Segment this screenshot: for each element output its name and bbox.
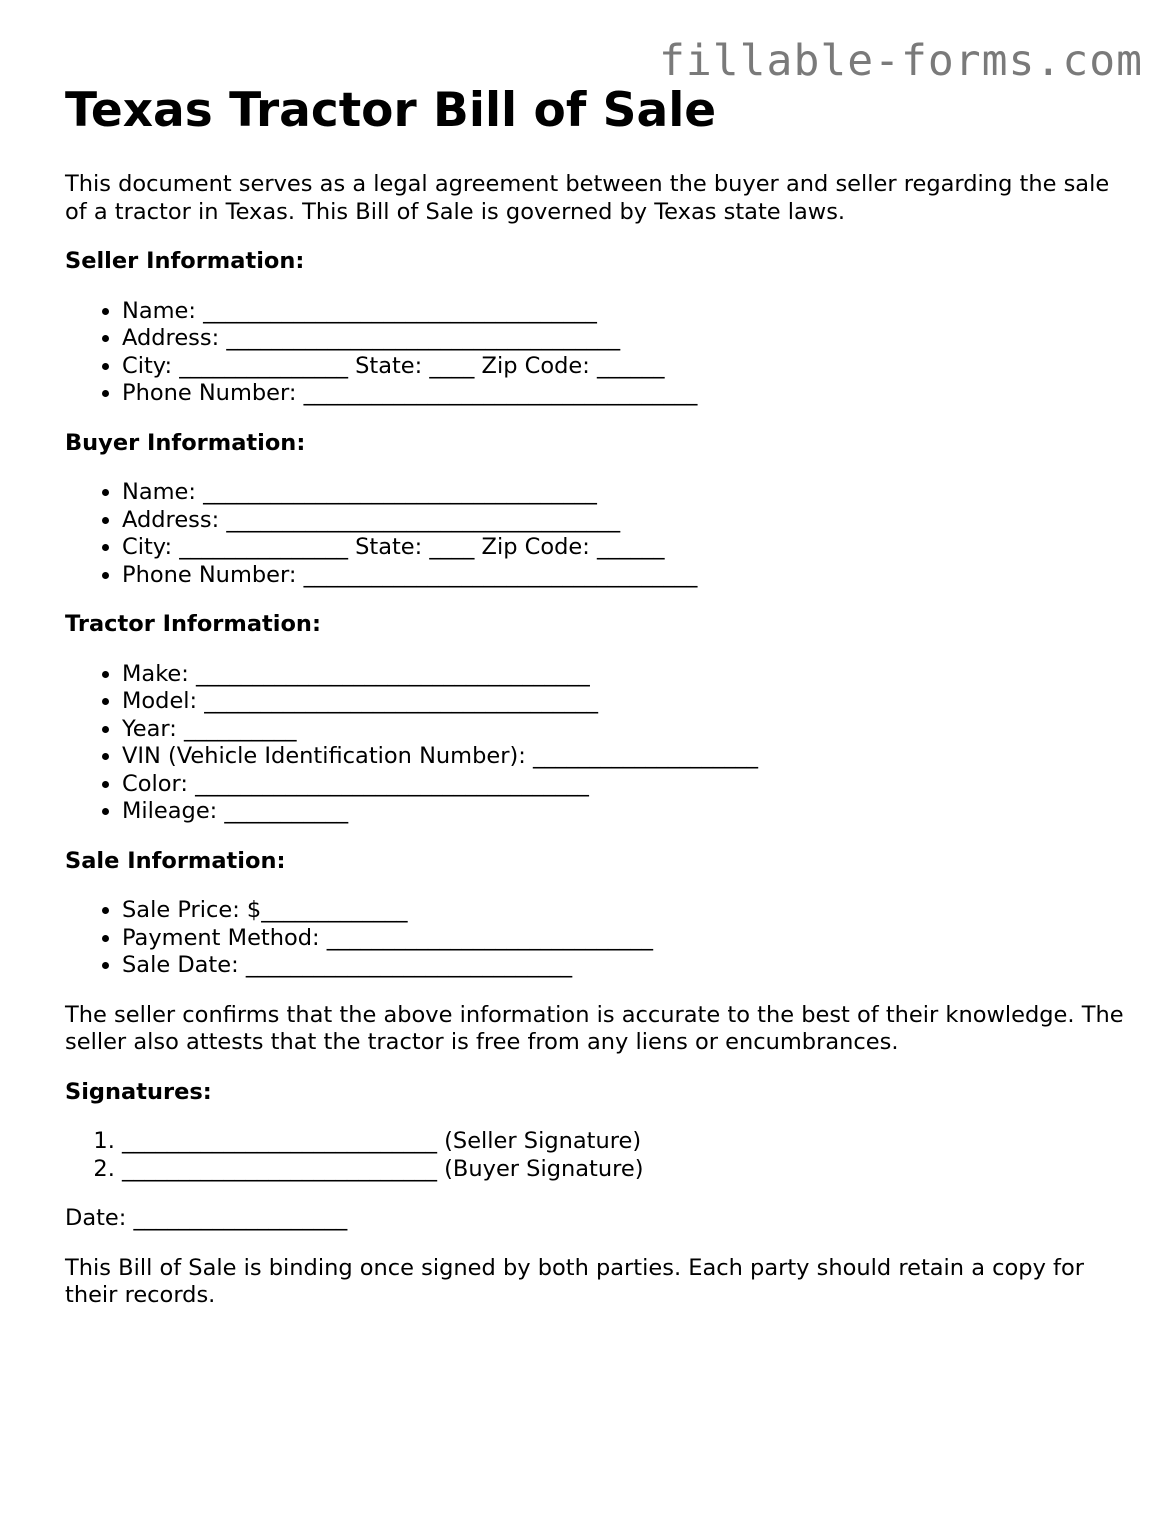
payment-method-field[interactable]: • Payment Method: _____________________________ [122,925,1125,953]
buyer-signature-line[interactable]: 2. ____________________________ (Buyer Signature) [122,1156,1125,1184]
seller-name-field[interactable]: • Name: ___________________________________ [122,298,1125,326]
seller-city-state-zip-field[interactable]: • City: _______________ State: ____ Zip Code: ______ [122,353,1125,381]
signatures-heading: Signatures: [65,1078,212,1105]
seller-heading: Seller Information: [65,248,305,274]
seller-phone-field[interactable]: • Phone Number: ___________________________________ [122,380,1125,408]
signature-list [65,1128,1125,1183]
tractor-model-field[interactable]: • Model: ___________________________________ [122,688,1125,716]
tractor-field-list [65,661,1125,826]
seller-signature-line[interactable]: 1. ____________________________ (Seller Signature) [122,1128,1125,1156]
page-title: Texas Tractor Bill of Sale [65,83,717,138]
buyer-phone-field[interactable]: • Phone Number: ___________________________________ [122,562,1125,590]
tractor-heading: Tractor Information: [65,611,321,637]
sale-field-list [65,897,1125,980]
buyer-field-list [65,479,1125,589]
tractor-mileage-field[interactable]: • Mileage: ___________ [122,798,1125,826]
sale-price-field[interactable]: • Sale Price: $_____________ [122,897,1125,925]
tractor-color-field[interactable]: • Color: ___________________________________ [122,771,1125,799]
buyer-heading: Buyer Information: [65,429,306,456]
buyer-address-field[interactable]: • Address: ___________________________________ [122,507,1125,535]
document-body [65,80,1125,1310]
seller-field-list [65,298,1125,408]
intro-paragraph: This document serves as a legal agreement between the buyer and seller regarding the sale of a tractor in Texas. This Bill of Sale is governed by Texas state laws. [65,171,1110,225]
seller-address-field[interactable]: • Address: ___________________________________ [122,325,1125,353]
tractor-year-field[interactable]: • Year: __________ [122,716,1125,744]
tractor-make-field[interactable]: • Make: ___________________________________ [122,661,1125,689]
sale-heading: Sale Information: [65,847,286,874]
closing-paragraph: This Bill of Sale is binding once signed by both parties. Each party should retain a copy for their records. [65,1254,1084,1308]
sale-date-field[interactable]: • Sale Date: _____________________________ [122,952,1125,980]
signature-date-field[interactable]: Date: ___________________ [65,1205,348,1231]
attestation-paragraph: The seller confirms that the above information is accurate to the best of their knowledge. The seller also attests that the tractor is free from any liens or encumbrances. [65,1001,1124,1055]
tractor-vin-field[interactable]: • VIN (Vehicle Identification Number): ____________________ [122,743,1125,771]
watermark: fillable-forms.com [659,36,1143,86]
buyer-name-field[interactable]: • Name: ___________________________________ [122,479,1125,507]
buyer-city-state-zip-field[interactable]: • City: _______________ State: ____ Zip Code: ______ [122,534,1125,562]
